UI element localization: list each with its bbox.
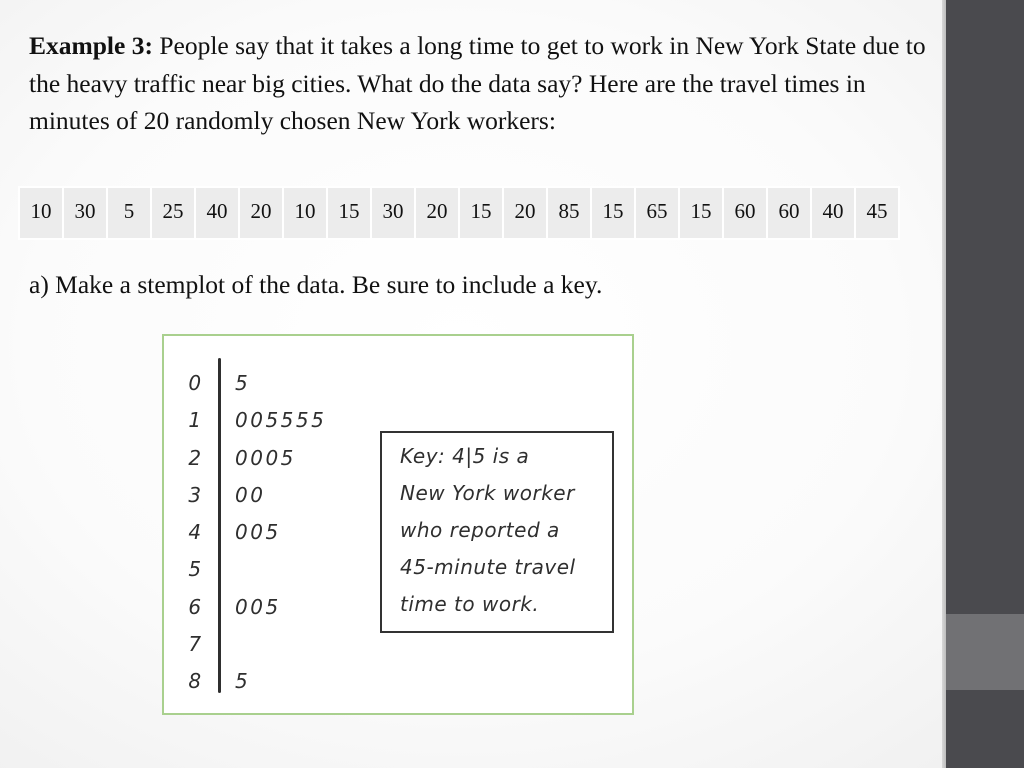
table-cell: 45	[856, 188, 898, 238]
question-a: a) Make a stemplot of the data. Be sure to include a key.	[29, 270, 603, 299]
table-cell: 15	[680, 188, 722, 238]
table-cell: 25	[152, 188, 194, 238]
table-cell: 40	[812, 188, 854, 238]
stem-value: 2	[188, 445, 204, 470]
example-label: Example 3:	[29, 31, 153, 60]
sidebar-accent-block	[946, 614, 1024, 690]
stemplot-key	[380, 431, 614, 633]
table-cell: 60	[768, 188, 810, 238]
table-cell: 20	[504, 188, 546, 238]
sidebar-edge	[942, 0, 946, 768]
leaf-values: 5	[235, 371, 251, 395]
stem-value: 5	[188, 557, 204, 582]
stem-value: 4	[188, 520, 204, 545]
leaf-values: 005	[235, 594, 281, 619]
stemplot-figure	[162, 334, 634, 715]
table-cell: 40	[196, 188, 238, 238]
table-cell: 15	[328, 188, 370, 238]
table-cell: 85	[548, 188, 590, 238]
leaf-values	[235, 554, 375, 591]
leaf-values: 0005	[235, 445, 296, 470]
stem-value: 3	[188, 482, 204, 507]
leaf-values: 5	[235, 669, 251, 694]
key-line: who reported a	[400, 518, 560, 542]
table-cell: 5	[108, 188, 150, 238]
travel-times-table	[18, 186, 900, 240]
leaf-column	[235, 368, 375, 704]
stem-column	[186, 368, 206, 704]
key-line: Key: 4|5 is a	[400, 444, 530, 468]
stem-value: 8	[188, 669, 204, 694]
leaf-values	[235, 629, 375, 666]
example-text: People say that it takes a long time to get to work in New York State due to the heavy traffic near big cities. What do the data say? Here are the travel times in minutes of 20 randomly chosen New York workers:	[29, 31, 926, 135]
table-cell: 20	[240, 188, 282, 238]
example-intro	[29, 27, 929, 140]
leaf-values: 005555	[235, 408, 327, 433]
table-cell: 30	[64, 188, 106, 238]
key-line: time to work.	[400, 592, 540, 616]
table-cell: 60	[724, 188, 766, 238]
leaf-values: 00	[235, 482, 266, 507]
key-line: 45-minute travel	[400, 555, 576, 579]
stem-value: 1	[188, 408, 204, 433]
table-cell: 10	[20, 188, 62, 238]
key-line: New York worker	[400, 481, 575, 505]
table-cell: 15	[592, 188, 634, 238]
table-cell: 20	[416, 188, 458, 238]
table-cell: 15	[460, 188, 502, 238]
stem-value: 7	[188, 632, 204, 657]
leaf-values: 005	[235, 520, 281, 545]
stem-value: 6	[188, 594, 204, 619]
slide-sidebar	[946, 0, 1024, 768]
table-row	[20, 188, 898, 238]
table-cell: 65	[636, 188, 678, 238]
stem-value: 0	[188, 371, 204, 395]
table-cell: 30	[372, 188, 414, 238]
table-cell: 10	[284, 188, 326, 238]
stem-divider	[218, 358, 221, 693]
